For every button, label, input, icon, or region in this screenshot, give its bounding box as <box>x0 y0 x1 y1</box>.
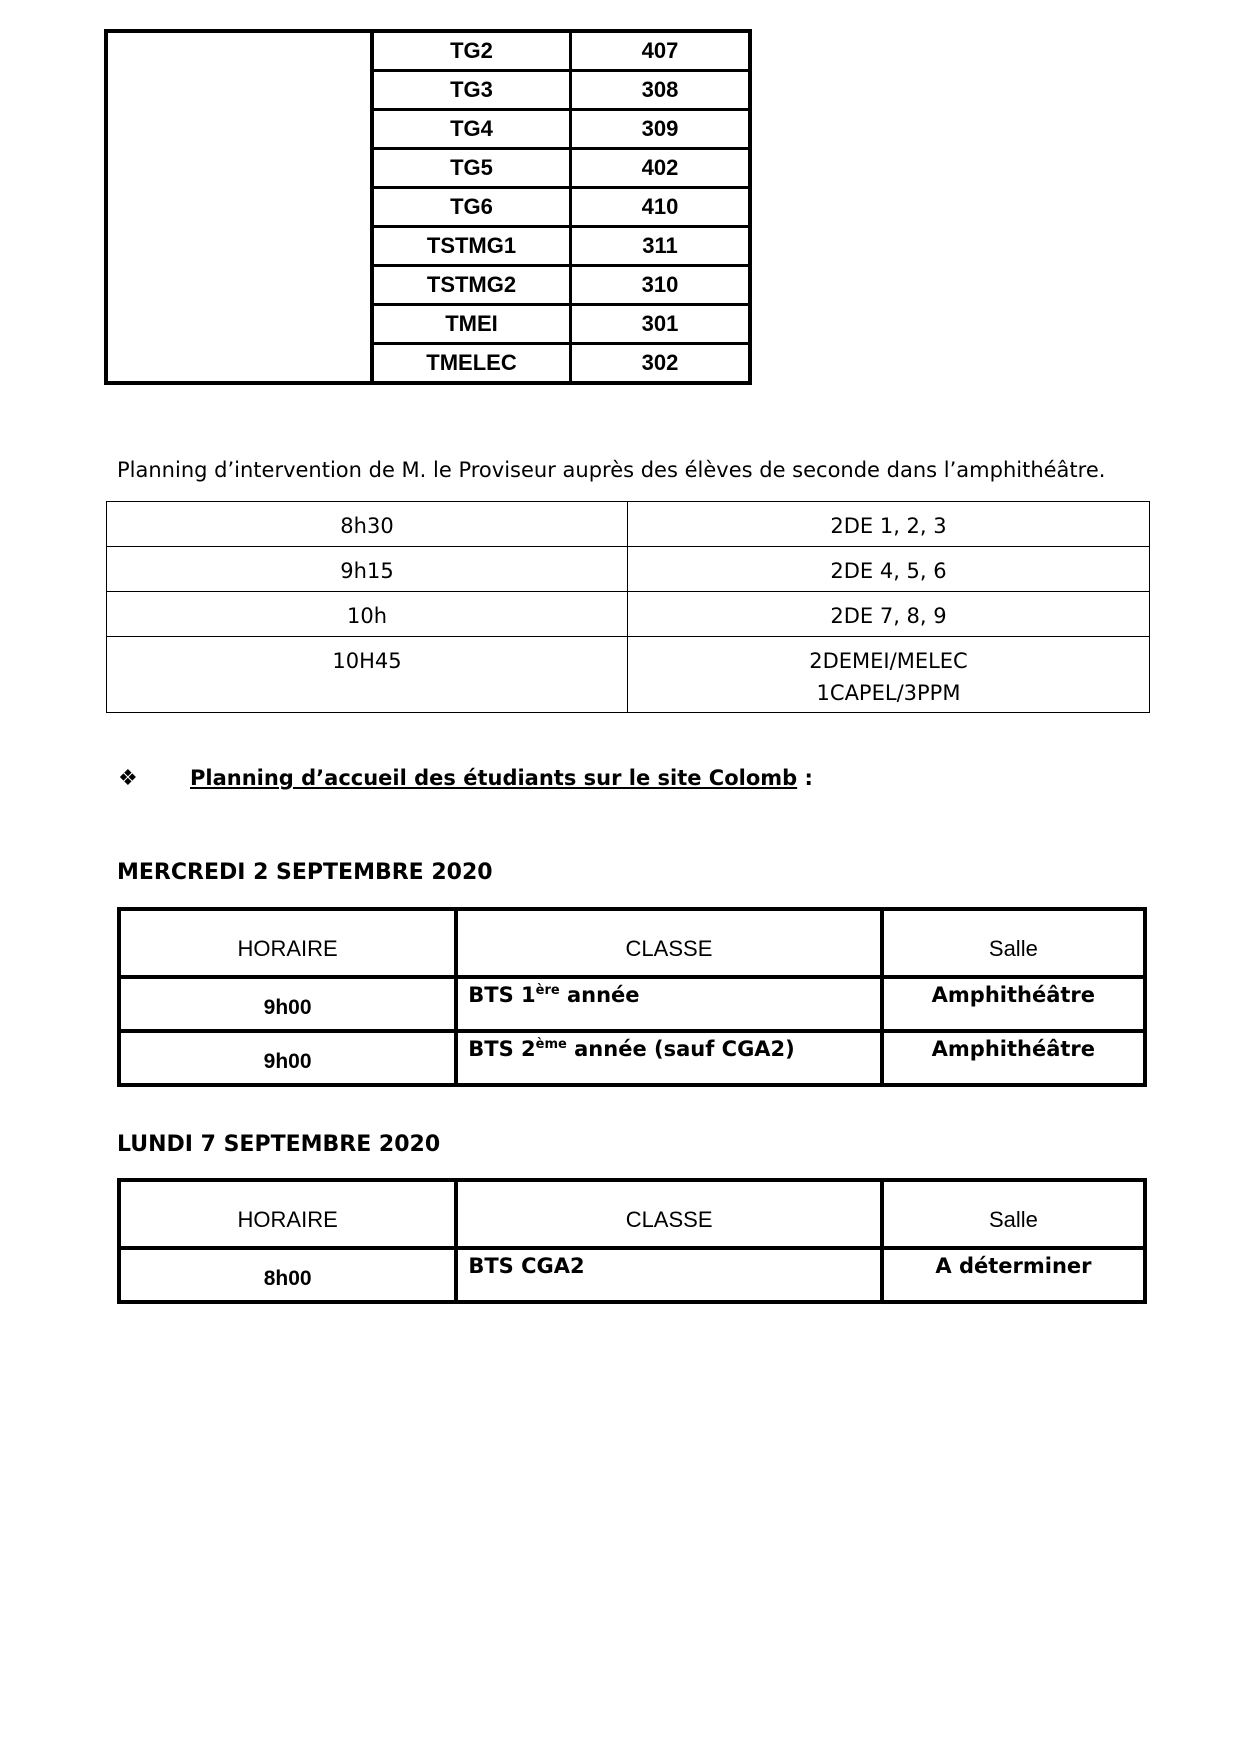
class-name: BTS 2 <box>468 1037 536 1061</box>
classes-cell <box>628 592 1150 637</box>
class-name: BTS 1 <box>468 983 536 1007</box>
time-cell <box>119 977 456 1031</box>
section-heading <box>118 766 813 791</box>
time-value: 8h00 <box>263 1267 312 1290</box>
class-cell <box>456 1248 882 1302</box>
blank-cell <box>106 31 372 383</box>
class-cell: TMEI <box>372 305 571 344</box>
table-row <box>119 977 1145 1031</box>
class-line: 2DE 4, 5, 6 <box>830 559 947 583</box>
class-cell: TSTMG2 <box>372 266 571 305</box>
table-row <box>106 31 750 71</box>
room-cell: 309 <box>571 110 751 149</box>
room-cell: Amphithéâtre <box>882 977 1145 1031</box>
table-row <box>119 1031 1145 1085</box>
table-header-row <box>119 909 1145 977</box>
class-cell <box>456 1031 881 1085</box>
table-row <box>107 547 1150 592</box>
room-cell: 311 <box>571 227 751 266</box>
classes-cell <box>628 502 1150 547</box>
day1-title: MERCREDI 2 SEPTEMBRE 2020 <box>117 860 493 885</box>
time-cell: 10h <box>107 592 628 637</box>
room-cell: 410 <box>571 188 751 227</box>
table-header-row <box>119 1180 1145 1248</box>
table-row <box>107 592 1150 637</box>
class-room-table <box>104 29 752 385</box>
class-suffix: année (sauf CGA2) <box>566 1037 795 1061</box>
day1-table <box>117 907 1147 1087</box>
class-ordinal: ère <box>535 983 560 998</box>
time-value: 9h00 <box>263 1050 312 1073</box>
section-title: Planning d’accueil des étudiants sur le site Colomb <box>190 766 798 790</box>
class-line: 2DE 1, 2, 3 <box>830 514 947 538</box>
class-cell: TG6 <box>372 188 571 227</box>
header-horaire: HORAIRE <box>119 1180 456 1248</box>
class-cell: TG5 <box>372 149 571 188</box>
room-cell: 308 <box>571 71 751 110</box>
class-ordinal: ème <box>535 1037 567 1052</box>
class-cell: TG4 <box>372 110 571 149</box>
time-cell: 8h30 <box>107 502 628 547</box>
header-salle: Salle <box>882 1180 1145 1248</box>
class-cell: TG2 <box>372 31 571 71</box>
header-classe: CLASSE <box>456 1180 882 1248</box>
class-suffix: année <box>559 983 640 1007</box>
room-cell: Amphithéâtre <box>882 1031 1145 1085</box>
time-cell: 9h15 <box>107 547 628 592</box>
class-cell: TMELEC <box>372 344 571 384</box>
day2-table <box>117 1178 1147 1304</box>
room-cell: A déterminer <box>882 1248 1145 1302</box>
section-suffix: : <box>797 766 813 790</box>
header-horaire: HORAIRE <box>119 909 456 977</box>
header-salle: Salle <box>882 909 1145 977</box>
table-row <box>119 1248 1145 1302</box>
bullet-icon: ❖ <box>118 766 138 791</box>
room-cell: 302 <box>571 344 751 384</box>
time-cell <box>119 1031 456 1085</box>
time-cell: 10H45 <box>107 637 628 713</box>
classes-cell <box>628 547 1150 592</box>
day2-title: LUNDI 7 SEPTEMBRE 2020 <box>117 1132 441 1157</box>
class-cell <box>456 977 881 1031</box>
class-line: 1CAPEL/3PPM <box>816 681 961 705</box>
room-cell: 407 <box>571 31 751 71</box>
room-cell: 310 <box>571 266 751 305</box>
classes-cell <box>628 637 1150 713</box>
time-cell <box>119 1248 456 1302</box>
proviseur-schedule-table <box>106 501 1150 713</box>
table-row <box>107 502 1150 547</box>
class-line: 2DE 7, 8, 9 <box>830 604 947 628</box>
room-cell: 402 <box>571 149 751 188</box>
class-line: 2DEMEI/MELEC <box>809 649 968 673</box>
class-name: BTS CGA2 <box>468 1254 585 1278</box>
time-value: 9h00 <box>263 996 312 1019</box>
room-cell: 301 <box>571 305 751 344</box>
table-row <box>107 637 1150 713</box>
class-cell: TG3 <box>372 71 571 110</box>
proviseur-caption: Planning d’intervention de M. le Proviseur auprès des élèves de seconde dans l’amphithéâtre. <box>117 458 1106 482</box>
header-classe: CLASSE <box>456 909 881 977</box>
class-cell: TSTMG1 <box>372 227 571 266</box>
